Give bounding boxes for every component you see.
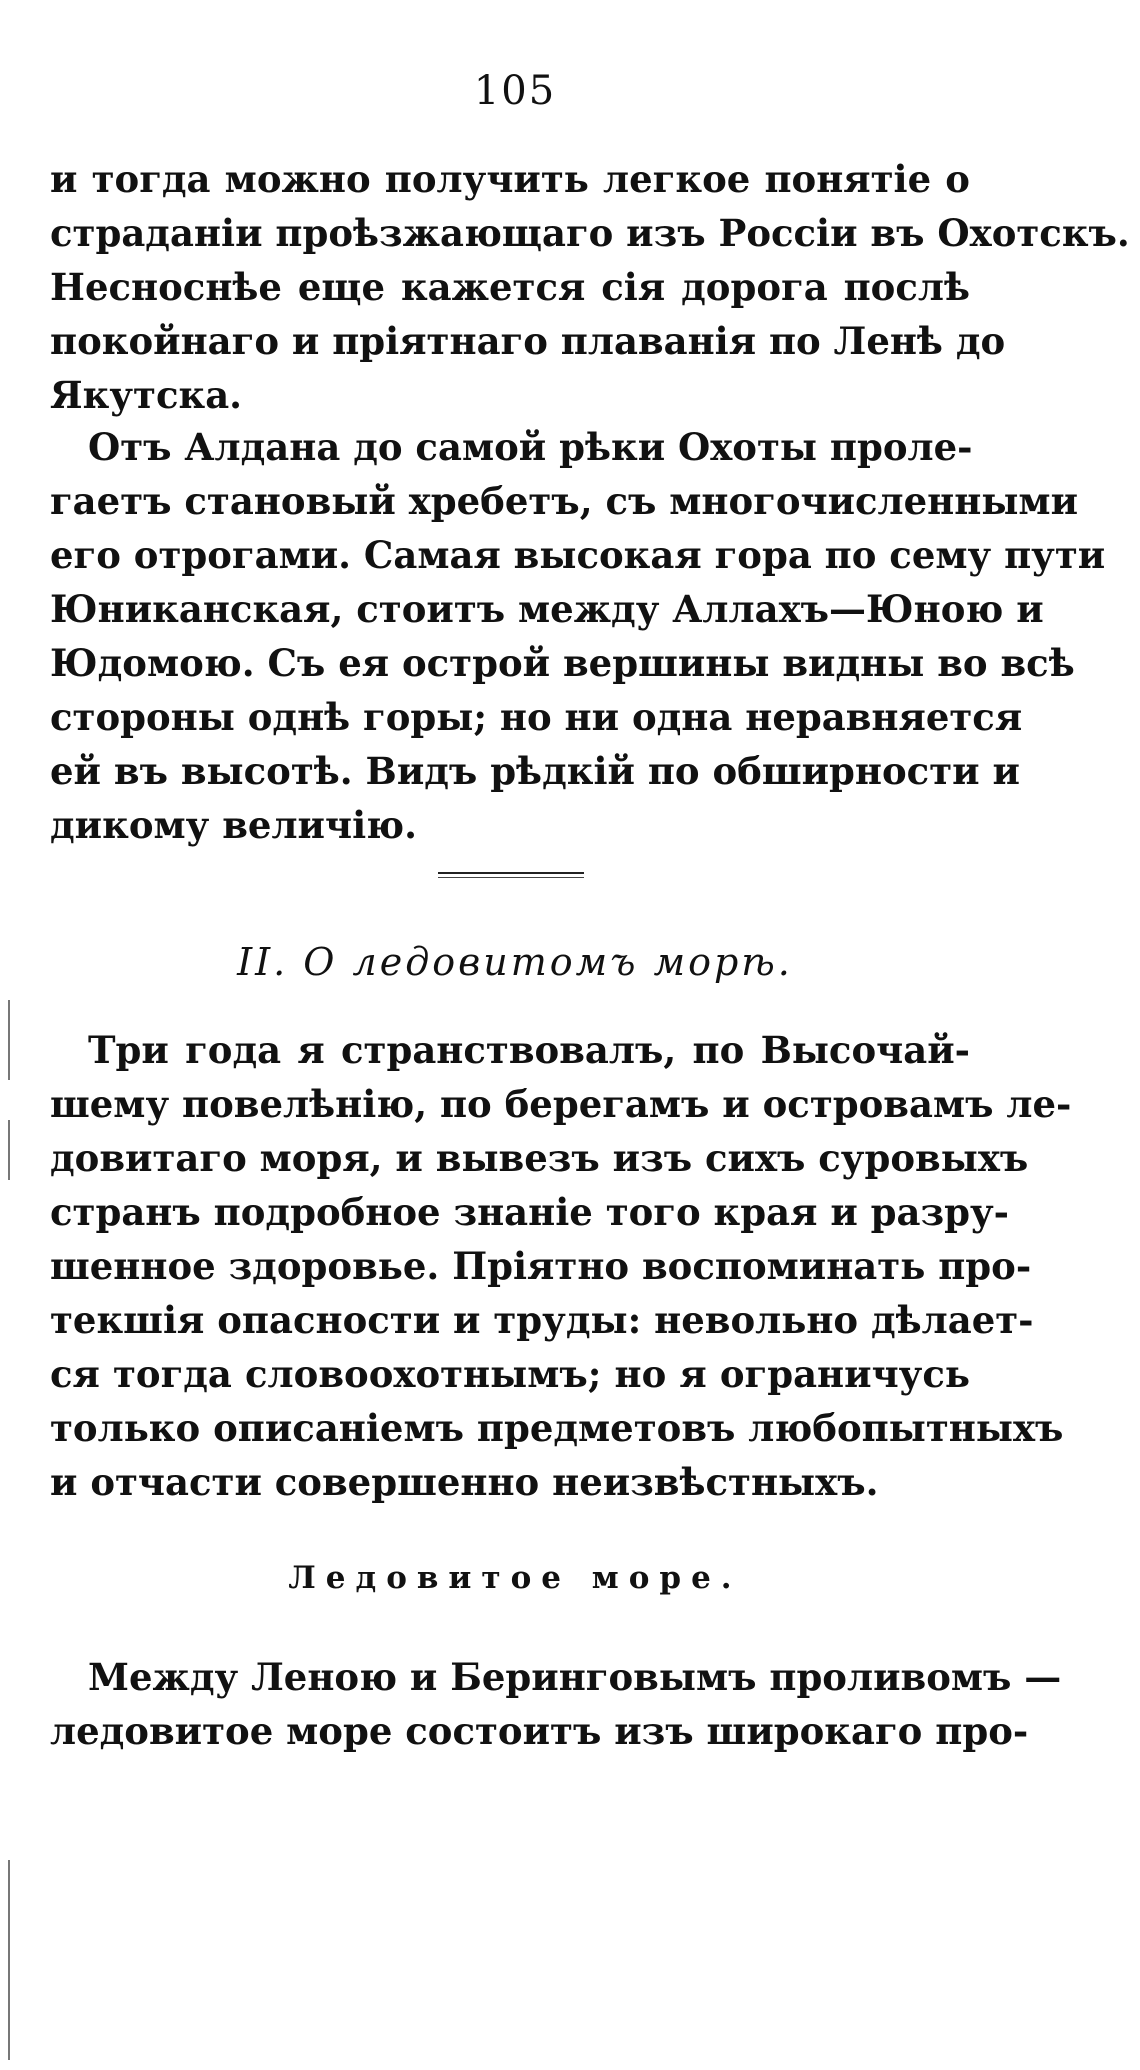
section-divider	[438, 872, 584, 874]
text-line: ледовитое море состоитъ изъ широкаго про-	[50, 1709, 1029, 1753]
scan-edge-mark	[8, 1000, 10, 1080]
section-divider-thin	[438, 877, 584, 878]
text-line: страданіи проѣзжающаго изъ Россіи въ Охотскъ.	[50, 211, 1130, 255]
text-line: и отчасти совершенно неизвѣстныхъ.	[50, 1460, 879, 1504]
scan-edge-mark	[8, 1120, 10, 1180]
paragraph-1	[50, 152, 1130, 422]
text-line: ся тогда словоохотнымъ; но я ограничусь	[50, 1352, 970, 1396]
page-number: 105	[473, 68, 557, 114]
text-line: его отрогами. Самая высокая гора по сему пути	[50, 533, 1106, 577]
text-line: гаетъ становый хребетъ, съ многочисленными	[50, 479, 1079, 523]
text-line: шему повелѣнію, по берегамъ и островамъ ле-	[50, 1082, 1072, 1126]
paragraph-4	[50, 1650, 1062, 1758]
text-line: Юниканская, стоитъ между Аллахъ—Юною и	[50, 587, 1044, 631]
paragraph-2	[50, 420, 1106, 852]
text-line: стороны однѣ горы; но ни одна неравняется	[50, 695, 1023, 739]
scan-edge-mark	[8, 1860, 10, 2060]
section-heading: II. О ледовитомъ морѣ.	[237, 940, 793, 984]
text-line: и тогда можно получить легкое понятіе о	[50, 157, 970, 201]
text-line: покойнаго и пріятнаго плаванія по Ленѣ до	[50, 319, 1006, 363]
text-line: Несноснѣе еще кажется сія дорога послѣ	[50, 265, 970, 309]
text-line: довитаго моря, и вывезъ изъ сихъ суровыхъ	[50, 1136, 1029, 1180]
text-line: шенное здоровье. Пріятно воспоминать про-	[50, 1244, 1032, 1288]
text-line: Три года я странствовалъ, по Высочай-	[88, 1028, 970, 1072]
text-line: Отъ Алдана до самой рѣки Охоты проле-	[88, 425, 973, 469]
text-line: странъ подробное знаніе того края и разру-	[50, 1190, 1010, 1234]
text-line: только описаніемъ предметовъ любопытныхъ	[50, 1406, 1064, 1450]
text-line: Юдомою. Съ ея острой вершины видны во всѣ	[50, 641, 1075, 685]
text-line: ей въ высотѣ. Видъ рѣдкій по обширности и	[50, 749, 1020, 793]
text-line: текшія опасности и труды: невольно дѣлает-	[50, 1298, 1034, 1342]
text-line: дикому величію.	[50, 803, 417, 847]
paragraph-3	[50, 1023, 1072, 1509]
subsection-heading: Ледовитое море.	[288, 1560, 742, 1596]
text-line: Якутска.	[50, 373, 243, 417]
text-line: Между Леною и Беринговымъ проливомъ —	[88, 1655, 1062, 1699]
